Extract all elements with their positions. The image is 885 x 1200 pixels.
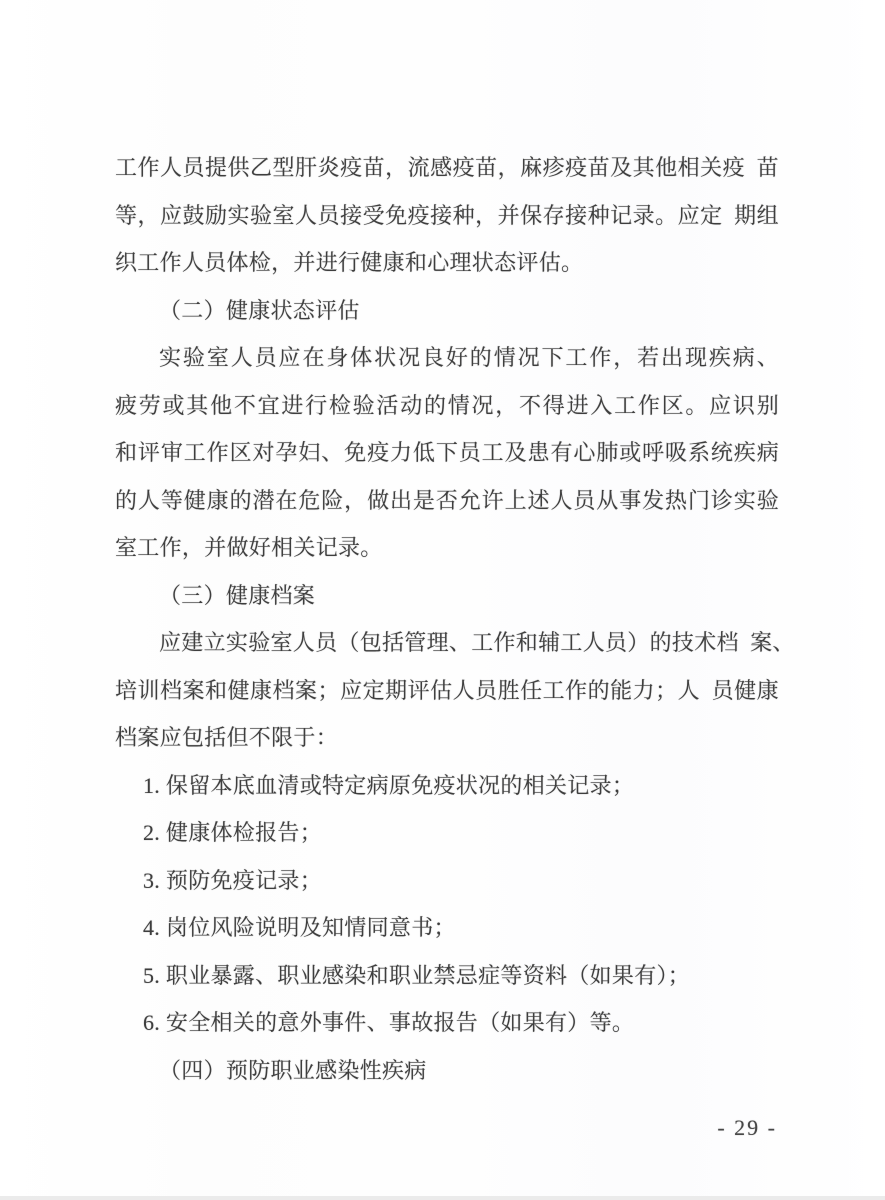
text-line: 疲劳或其他不宜进行检验活动的情况，不得进入工作区。应识别: [115, 392, 779, 418]
text-line: 2. 健康体检报告；: [143, 820, 323, 845]
text-line: 3. 预防免疫记录；: [143, 867, 323, 893]
text-line: 和评审工作区对孕妇、免疫力低下员工及患有心肺或呼吸系统疾病: [115, 440, 779, 465]
text-line: 织工作人员体检，并进行健康和心理状态评估。: [115, 250, 584, 275]
text-line: 工作人员提供乙型肝炎疫苗，流感疫苗，麻疹疫苗及其他相关疫 苗: [115, 155, 779, 180]
text-line: 的人等健康的潜在危险，做出是否允许上述人员从事发热门诊实验: [115, 487, 779, 513]
text-line: 6. 安全相关的意外事件、事故报告（如果有）等。: [143, 1010, 635, 1035]
text-line: 应建立实验室人员（包括管理、工作和辅工人员）的技术档 案、: [159, 630, 795, 655]
text-line: 5. 职业暴露、职业感染和职业禁忌症等资料（如果有）；: [143, 962, 691, 988]
text-line: （二）健康状态评估: [159, 297, 360, 323]
text-line: （三）健康档案: [159, 582, 316, 608]
text-line: 档案应包括但不限于：: [115, 725, 339, 750]
text-line: 等，应鼓励实验室人员接受免疫接种，并保存接种记录。应定 期组: [115, 202, 779, 228]
text-line: 4. 岗位风险说明及知情同意书；: [143, 915, 456, 940]
text-line: （四）预防职业感染性疾病: [159, 1057, 427, 1083]
text-line: 1. 保留本底血清或特定病原免疫状况的相关记录；: [143, 772, 635, 798]
text-line: 实验室人员应在身体状况良好的情况下工作，若出现疾病、: [159, 345, 779, 370]
text-line: 培训档案和健康档案；应定期评估人员胜任工作的能力；人 员健康: [115, 677, 779, 703]
page-bottom-edge: [0, 1196, 885, 1200]
text-line: 室工作，并做好相关记录。: [115, 535, 383, 560]
page-number: - 29 -: [717, 1115, 777, 1140]
document-text-block: [115, 144, 795, 1094]
